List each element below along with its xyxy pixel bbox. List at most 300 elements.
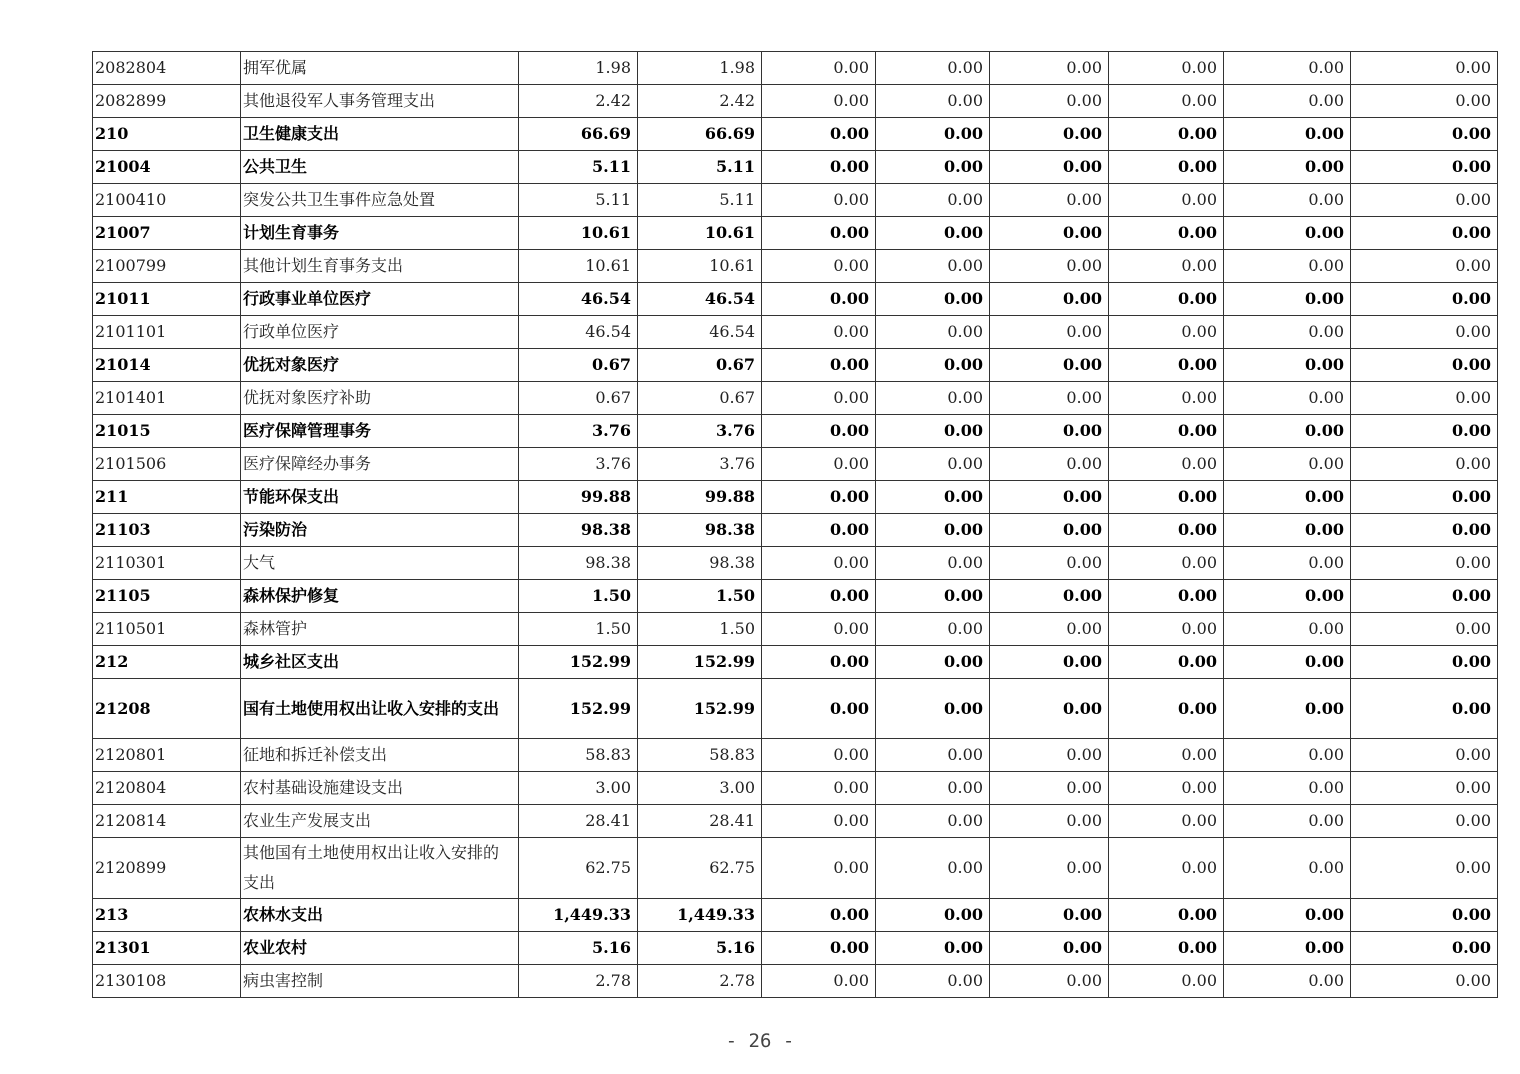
table-row: [93, 118, 1498, 151]
amount-cell: 0.00: [1109, 382, 1224, 415]
amount-cell: 46.54: [638, 283, 762, 316]
amount-cell: 0.00: [990, 448, 1109, 481]
amount-cell: 2.78: [519, 965, 638, 998]
table-row: [93, 349, 1498, 382]
amount-cell: 0.00: [1109, 613, 1224, 646]
amount-cell: 0.67: [638, 382, 762, 415]
amount-cell: 0.00: [1351, 52, 1498, 85]
amount-cell: 0.00: [1109, 118, 1224, 151]
subject-name-cell: 医疗保障管理事务: [241, 415, 519, 448]
amount-cell: 0.00: [990, 85, 1109, 118]
amount-cell: 0.00: [762, 382, 876, 415]
subject-name-cell: 森林保护修复: [241, 580, 519, 613]
table-row: [93, 965, 1498, 998]
amount-cell: 0.00: [1351, 250, 1498, 283]
subject-code-cell: 212: [93, 646, 241, 679]
table-row: [93, 932, 1498, 965]
amount-cell: 0.00: [990, 415, 1109, 448]
table-row: [93, 217, 1498, 250]
amount-cell: 3.00: [519, 772, 638, 805]
amount-cell: 0.00: [1224, 118, 1351, 151]
amount-cell: 0.00: [1224, 805, 1351, 838]
subject-code-cell: 21011: [93, 283, 241, 316]
amount-cell: 0.00: [1351, 932, 1498, 965]
amount-cell: 2.42: [519, 85, 638, 118]
subject-code-cell: 21015: [93, 415, 241, 448]
amount-cell: 0.00: [876, 613, 990, 646]
amount-cell: 0.00: [1351, 965, 1498, 998]
amount-cell: 0.00: [876, 805, 990, 838]
amount-cell: 5.11: [519, 151, 638, 184]
amount-cell: 0.00: [762, 217, 876, 250]
amount-cell: 0.00: [762, 838, 876, 899]
subject-name-cell: 病虫害控制: [241, 965, 519, 998]
subject-code-cell: 210: [93, 118, 241, 151]
subject-code-cell: 213: [93, 899, 241, 932]
amount-cell: 0.00: [990, 580, 1109, 613]
amount-cell: 0.00: [1109, 932, 1224, 965]
amount-cell: 0.00: [876, 151, 990, 184]
amount-cell: 0.00: [1351, 772, 1498, 805]
amount-cell: 1.98: [638, 52, 762, 85]
subject-name-cell: 大气: [241, 547, 519, 580]
amount-cell: 46.54: [519, 316, 638, 349]
amount-cell: 0.00: [1224, 547, 1351, 580]
subject-name-cell: 农业生产发展支出: [241, 805, 519, 838]
amount-cell: 0.00: [1224, 646, 1351, 679]
table-row: [93, 283, 1498, 316]
amount-cell: 98.38: [638, 547, 762, 580]
amount-cell: 0.00: [762, 739, 876, 772]
amount-cell: 0.00: [762, 965, 876, 998]
amount-cell: 0.00: [990, 646, 1109, 679]
amount-cell: 0.00: [762, 772, 876, 805]
amount-cell: 0.00: [1351, 580, 1498, 613]
subject-code-cell: 2100799: [93, 250, 241, 283]
amount-cell: 1,449.33: [638, 899, 762, 932]
amount-cell: 0.00: [876, 580, 990, 613]
subject-code-cell: 2110301: [93, 547, 241, 580]
amount-cell: 0.00: [1351, 805, 1498, 838]
subject-name-cell: 突发公共卫生事件应急处置: [241, 184, 519, 217]
amount-cell: 28.41: [638, 805, 762, 838]
amount-cell: 0.00: [1351, 613, 1498, 646]
amount-cell: 0.00: [990, 316, 1109, 349]
amount-cell: 66.69: [638, 118, 762, 151]
amount-cell: 58.83: [519, 739, 638, 772]
amount-cell: 0.00: [1224, 184, 1351, 217]
table-row: [93, 580, 1498, 613]
amount-cell: 0.00: [876, 514, 990, 547]
amount-cell: 0.00: [990, 899, 1109, 932]
table-row: [93, 316, 1498, 349]
table-row: [93, 184, 1498, 217]
amount-cell: 0.00: [876, 52, 990, 85]
subject-name-cell: 优抚对象医疗补助: [241, 382, 519, 415]
subject-code-cell: 21208: [93, 679, 241, 739]
subject-name-cell: 行政事业单位医疗: [241, 283, 519, 316]
amount-cell: 0.00: [990, 184, 1109, 217]
amount-cell: 0.00: [762, 580, 876, 613]
table-row: [93, 899, 1498, 932]
subject-code-cell: 2101101: [93, 316, 241, 349]
amount-cell: 0.00: [1351, 151, 1498, 184]
amount-cell: 0.00: [762, 481, 876, 514]
subject-code-cell: 2110501: [93, 613, 241, 646]
amount-cell: 0.00: [762, 547, 876, 580]
amount-cell: 0.00: [1224, 382, 1351, 415]
amount-cell: 0.00: [1109, 772, 1224, 805]
amount-cell: 152.99: [638, 679, 762, 739]
page-number: - 26 -: [725, 1030, 795, 1052]
table-row: [93, 448, 1498, 481]
amount-cell: 0.00: [1109, 646, 1224, 679]
subject-code-cell: 21103: [93, 514, 241, 547]
subject-name-cell: 优抚对象医疗: [241, 349, 519, 382]
table-row: [93, 772, 1498, 805]
amount-cell: 10.61: [519, 217, 638, 250]
amount-cell: 0.00: [1351, 646, 1498, 679]
amount-cell: 0.00: [1224, 932, 1351, 965]
subject-code-cell: 21105: [93, 580, 241, 613]
amount-cell: 99.88: [638, 481, 762, 514]
amount-cell: 0.00: [1224, 349, 1351, 382]
amount-cell: 0.00: [1351, 679, 1498, 739]
amount-cell: 0.00: [1351, 481, 1498, 514]
amount-cell: 0.00: [990, 283, 1109, 316]
amount-cell: 2.78: [638, 965, 762, 998]
amount-cell: 0.00: [876, 118, 990, 151]
subject-code-cell: 2082899: [93, 85, 241, 118]
amount-cell: 0.00: [1109, 250, 1224, 283]
subject-name-cell: 国有土地使用权出让收入安排的支出: [241, 679, 519, 739]
amount-cell: 0.00: [876, 448, 990, 481]
amount-cell: 0.00: [990, 772, 1109, 805]
amount-cell: 3.76: [638, 448, 762, 481]
subject-name-cell: 拥军优属: [241, 52, 519, 85]
amount-cell: 0.00: [1351, 85, 1498, 118]
table-row: [93, 382, 1498, 415]
table-row: [93, 739, 1498, 772]
amount-cell: 0.00: [1109, 448, 1224, 481]
amount-cell: 0.00: [1224, 85, 1351, 118]
amount-cell: 0.00: [762, 514, 876, 547]
amount-cell: 0.00: [1224, 217, 1351, 250]
amount-cell: 0.00: [1351, 217, 1498, 250]
amount-cell: 152.99: [519, 646, 638, 679]
amount-cell: 0.00: [876, 838, 990, 899]
amount-cell: 2.42: [638, 85, 762, 118]
amount-cell: 0.00: [876, 250, 990, 283]
amount-cell: 0.00: [990, 679, 1109, 739]
amount-cell: 1.50: [519, 613, 638, 646]
amount-cell: 0.00: [990, 151, 1109, 184]
amount-cell: 0.00: [876, 382, 990, 415]
amount-cell: 0.00: [990, 514, 1109, 547]
amount-cell: 0.00: [1351, 547, 1498, 580]
amount-cell: 98.38: [519, 514, 638, 547]
amount-cell: 0.00: [762, 679, 876, 739]
table-row: [93, 250, 1498, 283]
amount-cell: 0.00: [1224, 613, 1351, 646]
amount-cell: 0.00: [762, 899, 876, 932]
amount-cell: 1.98: [519, 52, 638, 85]
amount-cell: 0.00: [1109, 580, 1224, 613]
amount-cell: 0.00: [1224, 679, 1351, 739]
amount-cell: 0.00: [876, 349, 990, 382]
amount-cell: 62.75: [519, 838, 638, 899]
amount-cell: 0.00: [1109, 184, 1224, 217]
amount-cell: 0.00: [762, 151, 876, 184]
amount-cell: 0.00: [762, 349, 876, 382]
amount-cell: 0.00: [876, 415, 990, 448]
amount-cell: 1.50: [519, 580, 638, 613]
amount-cell: 1.50: [638, 613, 762, 646]
amount-cell: 0.00: [876, 283, 990, 316]
amount-cell: 10.61: [638, 217, 762, 250]
amount-cell: 0.00: [1109, 739, 1224, 772]
amount-cell: 0.00: [876, 932, 990, 965]
budget-table: [92, 51, 1498, 998]
subject-name-cell: 医疗保障经办事务: [241, 448, 519, 481]
amount-cell: 0.00: [762, 118, 876, 151]
table-row: [93, 613, 1498, 646]
amount-cell: 0.67: [519, 349, 638, 382]
amount-cell: 0.00: [990, 349, 1109, 382]
amount-cell: 0.00: [876, 85, 990, 118]
amount-cell: 0.00: [1224, 481, 1351, 514]
amount-cell: 152.99: [519, 679, 638, 739]
amount-cell: 0.00: [762, 613, 876, 646]
subject-name-cell: 其他退役军人事务管理支出: [241, 85, 519, 118]
subject-name-cell: 农业农村: [241, 932, 519, 965]
amount-cell: 0.00: [990, 838, 1109, 899]
subject-name-cell: 城乡社区支出: [241, 646, 519, 679]
table-row: [93, 52, 1498, 85]
table-row: [93, 838, 1498, 899]
subject-code-cell: 21007: [93, 217, 241, 250]
subject-code-cell: 2120804: [93, 772, 241, 805]
amount-cell: 0.00: [1109, 217, 1224, 250]
amount-cell: 0.00: [1109, 547, 1224, 580]
amount-cell: 0.00: [1351, 349, 1498, 382]
amount-cell: 0.00: [1224, 772, 1351, 805]
amount-cell: 62.75: [638, 838, 762, 899]
amount-cell: 3.76: [519, 448, 638, 481]
subject-code-cell: 21301: [93, 932, 241, 965]
subject-name-cell: 行政单位医疗: [241, 316, 519, 349]
amount-cell: 0.00: [762, 85, 876, 118]
table-row: [93, 481, 1498, 514]
amount-cell: 0.00: [1109, 283, 1224, 316]
amount-cell: 5.11: [638, 151, 762, 184]
amount-cell: 0.00: [990, 382, 1109, 415]
subject-name-cell: 计划生育事务: [241, 217, 519, 250]
amount-cell: 0.00: [1351, 838, 1498, 899]
amount-cell: 0.00: [1109, 679, 1224, 739]
amount-cell: 0.00: [1224, 965, 1351, 998]
amount-cell: 1,449.33: [519, 899, 638, 932]
amount-cell: 0.00: [876, 899, 990, 932]
amount-cell: 0.00: [1224, 514, 1351, 547]
amount-cell: 0.00: [1109, 349, 1224, 382]
table-body: [93, 52, 1498, 998]
amount-cell: 0.00: [762, 316, 876, 349]
amount-cell: 0.00: [762, 932, 876, 965]
amount-cell: 0.67: [519, 382, 638, 415]
amount-cell: 1.50: [638, 580, 762, 613]
amount-cell: 0.00: [1351, 899, 1498, 932]
amount-cell: 0.00: [1109, 965, 1224, 998]
amount-cell: 0.00: [990, 547, 1109, 580]
amount-cell: 0.00: [1351, 739, 1498, 772]
amount-cell: 0.00: [1224, 250, 1351, 283]
amount-cell: 0.00: [1109, 415, 1224, 448]
amount-cell: 0.00: [1224, 415, 1351, 448]
amount-cell: 0.00: [1109, 481, 1224, 514]
amount-cell: 0.00: [1224, 283, 1351, 316]
subject-name-cell: 农林水支出: [241, 899, 519, 932]
amount-cell: 0.00: [1224, 580, 1351, 613]
amount-cell: 0.00: [990, 932, 1109, 965]
amount-cell: 0.67: [638, 349, 762, 382]
table-row: [93, 646, 1498, 679]
table-row: [93, 151, 1498, 184]
subject-code-cell: 2101506: [93, 448, 241, 481]
table-row: [93, 415, 1498, 448]
subject-name-cell: 征地和拆迁补偿支出: [241, 739, 519, 772]
amount-cell: 0.00: [762, 646, 876, 679]
amount-cell: 0.00: [876, 316, 990, 349]
amount-cell: 152.99: [638, 646, 762, 679]
amount-cell: 0.00: [1109, 85, 1224, 118]
amount-cell: 0.00: [1224, 316, 1351, 349]
table-row: [93, 679, 1498, 739]
amount-cell: 0.00: [876, 547, 990, 580]
amount-cell: 10.61: [519, 250, 638, 283]
amount-cell: 5.16: [519, 932, 638, 965]
amount-cell: 0.00: [1224, 838, 1351, 899]
subject-name-cell: 其他国有土地使用权出让收入安排的支出: [241, 838, 519, 899]
amount-cell: 0.00: [1109, 514, 1224, 547]
amount-cell: 3.76: [519, 415, 638, 448]
subject-code-cell: 2130108: [93, 965, 241, 998]
table-row: [93, 514, 1498, 547]
amount-cell: 0.00: [1351, 184, 1498, 217]
amount-cell: 5.11: [638, 184, 762, 217]
subject-code-cell: 21014: [93, 349, 241, 382]
subject-code-cell: 2100410: [93, 184, 241, 217]
subject-code-cell: 2082804: [93, 52, 241, 85]
amount-cell: 0.00: [1351, 415, 1498, 448]
amount-cell: 5.11: [519, 184, 638, 217]
amount-cell: 99.88: [519, 481, 638, 514]
amount-cell: 0.00: [762, 448, 876, 481]
amount-cell: 0.00: [876, 217, 990, 250]
amount-cell: 0.00: [876, 646, 990, 679]
amount-cell: 0.00: [876, 772, 990, 805]
amount-cell: 46.54: [638, 316, 762, 349]
amount-cell: 0.00: [990, 250, 1109, 283]
subject-code-cell: 21004: [93, 151, 241, 184]
amount-cell: 0.00: [1224, 899, 1351, 932]
subject-name-cell: 其他计划生育事务支出: [241, 250, 519, 283]
amount-cell: 0.00: [1351, 283, 1498, 316]
subject-code-cell: 2101401: [93, 382, 241, 415]
amount-cell: 0.00: [990, 965, 1109, 998]
amount-cell: 0.00: [1109, 899, 1224, 932]
amount-cell: 0.00: [876, 965, 990, 998]
amount-cell: 0.00: [990, 481, 1109, 514]
subject-name-cell: 卫生健康支出: [241, 118, 519, 151]
amount-cell: 3.00: [638, 772, 762, 805]
amount-cell: 0.00: [1351, 514, 1498, 547]
amount-cell: 28.41: [519, 805, 638, 838]
amount-cell: 0.00: [876, 679, 990, 739]
amount-cell: 10.61: [638, 250, 762, 283]
subject-code-cell: 2120899: [93, 838, 241, 899]
amount-cell: 0.00: [990, 118, 1109, 151]
amount-cell: 0.00: [1224, 739, 1351, 772]
amount-cell: 58.83: [638, 739, 762, 772]
subject-code-cell: 2120801: [93, 739, 241, 772]
amount-cell: 0.00: [1351, 118, 1498, 151]
amount-cell: 0.00: [1109, 316, 1224, 349]
amount-cell: 0.00: [1351, 382, 1498, 415]
amount-cell: 0.00: [876, 739, 990, 772]
subject-name-cell: 森林管护: [241, 613, 519, 646]
amount-cell: 46.54: [519, 283, 638, 316]
subject-code-cell: 211: [93, 481, 241, 514]
amount-cell: 0.00: [762, 805, 876, 838]
subject-code-cell: 2120814: [93, 805, 241, 838]
amount-cell: 0.00: [876, 481, 990, 514]
amount-cell: 0.00: [762, 250, 876, 283]
table-row: [93, 805, 1498, 838]
amount-cell: 3.76: [638, 415, 762, 448]
amount-cell: 0.00: [762, 415, 876, 448]
amount-cell: 0.00: [762, 184, 876, 217]
subject-name-cell: 污染防治: [241, 514, 519, 547]
table-row: [93, 85, 1498, 118]
amount-cell: 0.00: [1351, 448, 1498, 481]
amount-cell: 0.00: [990, 217, 1109, 250]
amount-cell: 0.00: [1351, 316, 1498, 349]
table-row: [93, 547, 1498, 580]
subject-name-cell: 节能环保支出: [241, 481, 519, 514]
amount-cell: 5.16: [638, 932, 762, 965]
subject-name-cell: 农村基础设施建设支出: [241, 772, 519, 805]
amount-cell: 0.00: [762, 283, 876, 316]
amount-cell: 0.00: [762, 52, 876, 85]
amount-cell: 66.69: [519, 118, 638, 151]
amount-cell: 0.00: [1224, 448, 1351, 481]
amount-cell: 0.00: [1109, 52, 1224, 85]
amount-cell: 0.00: [1109, 838, 1224, 899]
amount-cell: 0.00: [1224, 52, 1351, 85]
amount-cell: 98.38: [638, 514, 762, 547]
amount-cell: 0.00: [990, 805, 1109, 838]
amount-cell: 0.00: [990, 613, 1109, 646]
amount-cell: 0.00: [876, 184, 990, 217]
amount-cell: 0.00: [990, 52, 1109, 85]
amount-cell: 98.38: [519, 547, 638, 580]
amount-cell: 0.00: [1109, 151, 1224, 184]
amount-cell: 0.00: [1109, 805, 1224, 838]
subject-name-cell: 公共卫生: [241, 151, 519, 184]
amount-cell: 0.00: [1224, 151, 1351, 184]
amount-cell: 0.00: [990, 739, 1109, 772]
